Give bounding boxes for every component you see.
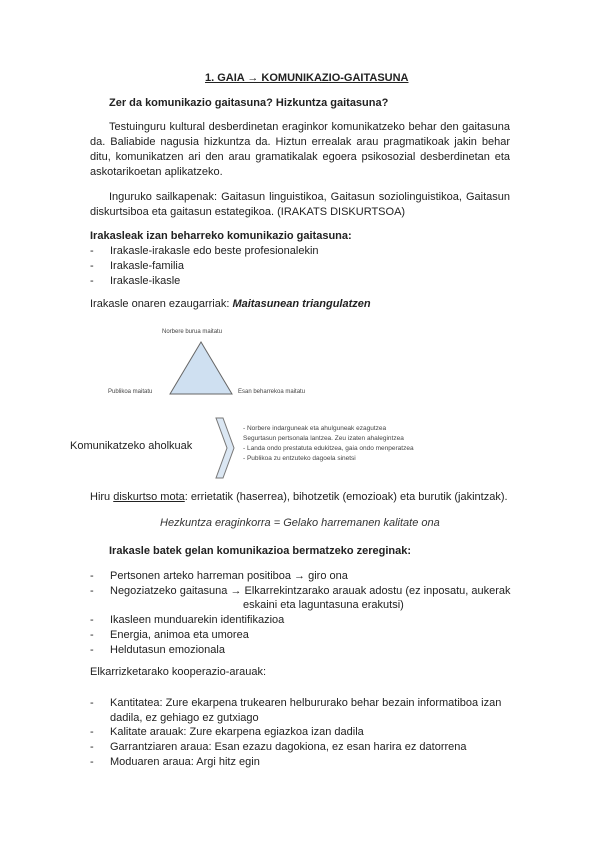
list-item: - Ikasleen munduarekin identifikazioa [90,614,285,626]
characteristics-line: Irakasle onaren ezaugarriak: Maitasunean triangulatzen [90,298,371,310]
paragraph-definition: Testuinguru kultural desberdinetan eraginkor komunikatzeko behar den gaitasuna da. Baliabide nagusia hizkuntza da. Hiztun errealak arau pragmatikoak jakin behar ditu, komunikatzen ari den arau gramatikalak egoera psikosozial desberdinetan eta askotarikoetan aplikatzeko. [90,121,510,178]
triangle-left-label: Publikoa maitatu [108,389,153,395]
list-item-continuation: dadila, ez gehiago ez gutxiago [110,712,259,724]
list-item: - Kantitatea: Zure ekarpena trukearen helbururako behar bezain informatiboa izan [90,697,502,709]
heading-teacher-competence: Irakasleak izan beharreko komunikazio gaitasuna: [90,230,352,242]
list-item: - Energia, animoa eta umorea [90,629,249,641]
heading-tasks: Irakasle batek gelan komunikazioa bermatzeko zereginak: [109,545,412,557]
list-item: - Irakasle-ikasle [90,275,181,287]
list-item: - Garrantziaren araua: Esan ezazu dagokiona, ez esan harira ez datorrena [90,741,467,753]
list-item: - Negoziatzeko gaitasuna → Elkarrekintzarako arauak adostu (ez inposatu, aukerak [90,585,511,597]
list-item: - Heldutasun emozionala [90,644,225,656]
advice-list: - Norbere indarguneak eta ahulguneak ezagutzea Segurtasun pertsonala lantzea. Zeu izaten ahalegintzea - Landa ondo prestatuta edukitzea, gaia ondo menperatzea - Publikoa zu entzuteko dagoela sinetsi [243,425,414,462]
question-heading: Zer da komunikazio gaitasuna? Hizkuntza gaitasuna? [109,97,389,109]
triangle-top-label: Norbere burua maitatu [162,329,223,335]
triangle-right-label: Esan beharrekoa maitatu [238,389,306,395]
discourse-types: Hiru diskurtso mota: errietatik (haserrea), bihotzetik (emozioak) eta burutik (jakintzak). [90,491,508,503]
paragraph-classification: Inguruko sailkapenak: Gaitasun linguistikoa, Gaitasun soziolinguistikoa, Gaitasun diskurtsiboa eta gaitasun estategikoa. (IRAKATS DISKURTSOA) [90,191,510,218]
list-item: - Moduaren araua: Argi hitz egin [90,756,260,768]
formula: Hezkuntza eraginkorra = Gelako harremanen kalitate ona [160,517,440,529]
list-item: - Irakasle-familia [90,260,184,272]
list-item: - Pertsonen arteko harreman positiboa → giro ona [90,570,348,582]
chevron-brace-icon [214,416,236,480]
triangle-diagram [168,340,234,396]
list-item: - Irakasle-irakasle edo beste profesionalekin [90,245,319,257]
list-item-continuation: eskaini eta laguntasuna erakutsi) [243,599,404,611]
advice-label: Komunikatzeko aholkuak [70,440,193,452]
list-item: - Kalitate arauak: Zure ekarpena egiazkoa izan dadila [90,726,364,738]
section-title: 1. GAIA → KOMUNIKAZIO-GAITASUNA [205,72,409,84]
heading-cooperation: Elkarrizketarako kooperazio-arauak: [90,666,267,678]
